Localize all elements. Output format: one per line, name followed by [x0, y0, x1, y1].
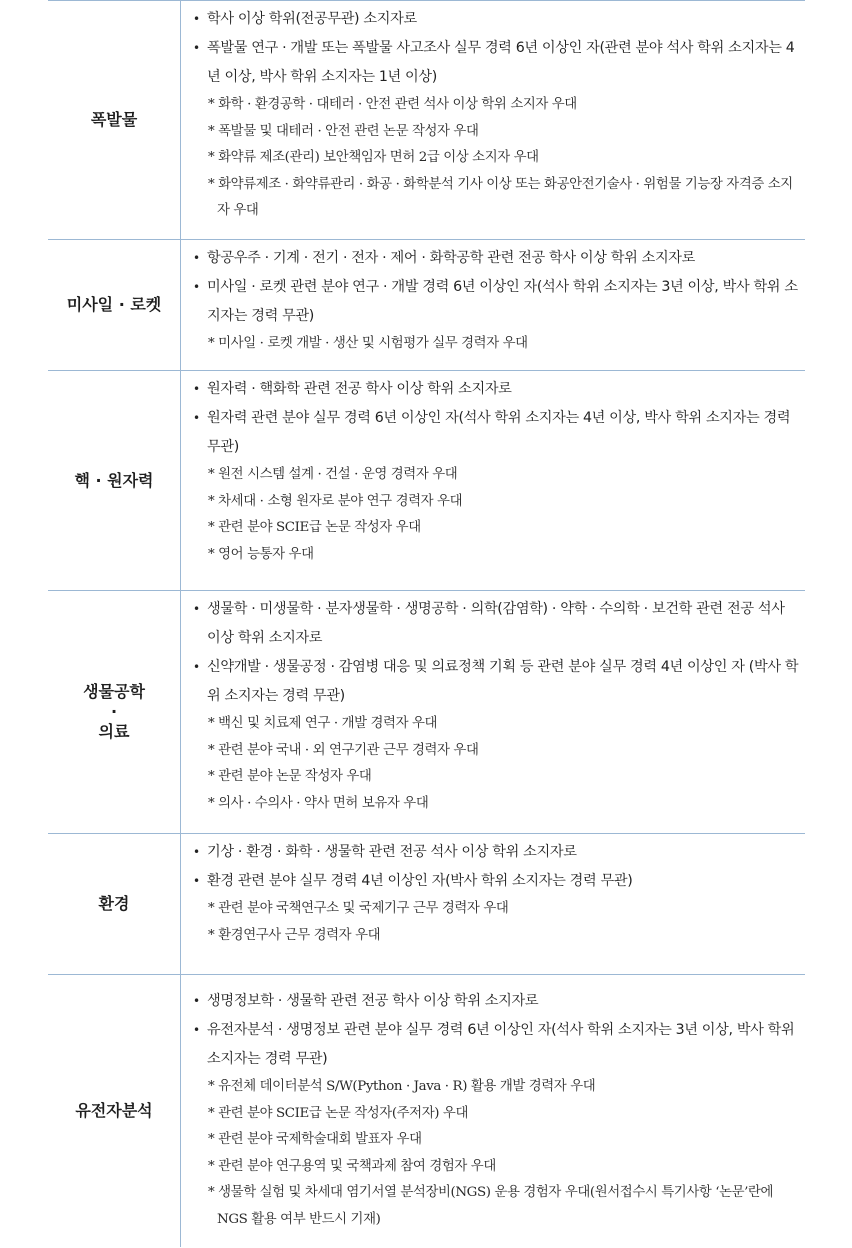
preference-note: * 관련 분야 연구용역 및 국책과제 참여 경험자 우대 [208, 1158, 496, 1174]
preference-note: * 차세대 · 소형 원자로 분야 연구 경력자 우대 [208, 493, 463, 509]
preference-note: * 관련 분야 논문 작성자 우대 [208, 769, 372, 784]
category-label: 핵 · 원자력 [74, 470, 154, 490]
preference-note: * 관련 분야 SCIE급 논문 작성자(주저자) 우대 [208, 1105, 468, 1121]
table-row [48, 371, 805, 591]
requirement-item: • 유전자분석 · 생명정보 관련 분야 실무 경력 6년 이상인 자(석사 학위 소지자는 3년 이상, 박사 학위 소지자는 경력 무관) [189, 1016, 801, 1074]
qualification-table [48, 0, 805, 1247]
category-separator: · [110, 702, 118, 721]
preference-note: * 의사 · 수의사 · 약사 면허 보유자 우대 [208, 795, 429, 811]
table-row [48, 1, 805, 240]
preference-note: * 폭발물 및 대테러 · 안전 관련 논문 작성자 우대 [208, 123, 479, 139]
table-row [48, 975, 805, 1247]
requirement-item: • 신약개발 · 생물공정 · 감염병 대응 및 의료정책 기획 등 관련 분야 실무 경력 4년 이상인 자 (박사 학위 소지자는 경력 무관) [189, 653, 801, 711]
requirements-cell [181, 834, 806, 975]
preference-note: * 관련 분야 SCIE급 논문 작성자 우대 [208, 520, 421, 535]
requirement-item: • 폭발물 연구 · 개발 또는 폭발물 사고조사 실무 경력 6년 이상인 자(관련 분야 석사 학위 소지자는 4년 이상, 박사 학위 소지자는 1년 이상) [189, 34, 801, 92]
requirement-item: • 환경 관련 분야 실무 경력 4년 이상인 자(박사 학위 소지자는 경력 무관) [189, 867, 801, 896]
category-cell [48, 591, 181, 834]
preference-note: * 생물학 실험 및 차세대 염기서열 분석장비(NGS) 운용 경험자 우대(원서접수시 특기사항 ‘논문’란에 NGS 활용 여부 반드시 기재) [208, 1185, 774, 1227]
requirements-cell [181, 1, 806, 240]
category-cell [48, 975, 181, 1247]
category-label: 생물공학 [83, 682, 145, 701]
table-row [48, 240, 805, 371]
preference-note: * 관련 분야 국책연구소 및 국제기구 근무 경력자 우대 [208, 901, 509, 916]
category-label: 환경 [98, 894, 130, 913]
requirement-item: • 생물학 · 미생물학 · 분자생물학 · 생명공학 · 의학(감염학) · 약학 · 수의학 · 보건학 관련 전공 석사 이상 학위 소지자로 [189, 595, 801, 653]
requirements-cell [181, 371, 806, 591]
requirements-cell [181, 975, 806, 1247]
table-row [48, 591, 805, 834]
category-cell [48, 1, 181, 240]
preference-note: * 환경연구사 근무 경력자 우대 [208, 927, 381, 943]
preference-note: * 유전체 데이터분석 S/W(Python · Java · R) 활용 개발 경력자 우대 [208, 1079, 596, 1094]
category-label: 폭발물 [90, 110, 138, 129]
requirement-item: • 원자력 · 핵화학 관련 전공 학사 이상 학위 소지자로 [189, 375, 801, 404]
requirement-item: • 학사 이상 학위(전공무관) 소지자로 [189, 5, 801, 34]
preference-note: * 화약류 제조(관리) 보안책임자 면허 2급 이상 소지자 우대 [208, 150, 539, 165]
category-label: 의료 [98, 722, 130, 741]
requirement-item: • 기상 · 환경 · 화학 · 생물학 관련 전공 석사 이상 학위 소지자로 [189, 838, 801, 867]
preference-note: * 원전 시스템 설계 · 건설 · 운영 경력자 우대 [208, 467, 458, 482]
category-label: 미사일 · 로켓 [66, 295, 162, 314]
preference-note: * 백신 및 치료제 연구 · 개발 경력자 우대 [208, 716, 438, 731]
preference-note: * 미사일 · 로켓 개발 · 생산 및 시험평가 실무 경력자 우대 [208, 336, 528, 351]
category-cell [48, 834, 181, 975]
preference-note: * 화학 · 환경공학 · 대테러 · 안전 관련 석사 이상 학위 소지자 우대 [208, 97, 577, 112]
requirement-item: • 생명정보학 · 생물학 관련 전공 학사 이상 학위 소지자로 [189, 987, 801, 1016]
preference-note: * 영어 능통자 우대 [208, 546, 314, 562]
preference-note: * 화약류제조 · 화약류관리 · 화공 · 화학분석 기사 이상 또는 화공안전기술사 · 위험물 기능장 자격증 소지자 우대 [208, 176, 793, 218]
requirements-cell [181, 591, 806, 834]
preference-note: * 관련 분야 국제학술대회 발표자 우대 [208, 1132, 422, 1147]
table-row [48, 834, 805, 975]
requirements-cell [181, 240, 806, 371]
requirement-item: • 미사일 · 로켓 관련 분야 연구 · 개발 경력 6년 이상인 자(석사 학위 소지자는 3년 이상, 박사 학위 소지자는 경력 무관) [189, 273, 801, 331]
requirement-item: • 항공우주 · 기계 · 전기 · 전자 · 제어 · 화학공학 관련 전공 학사 이상 학위 소지자로 [189, 244, 801, 273]
category-label: 유전자분석 [75, 1100, 153, 1120]
requirement-item: • 원자력 관련 분야 실무 경력 6년 이상인 자(석사 학위 소지자는 4년 이상, 박사 학위 소지자는 경력 무관) [189, 404, 801, 462]
category-cell [48, 371, 181, 591]
preference-note: * 관련 분야 국내 · 외 연구기관 근무 경력자 우대 [208, 742, 479, 758]
category-cell [48, 240, 181, 371]
